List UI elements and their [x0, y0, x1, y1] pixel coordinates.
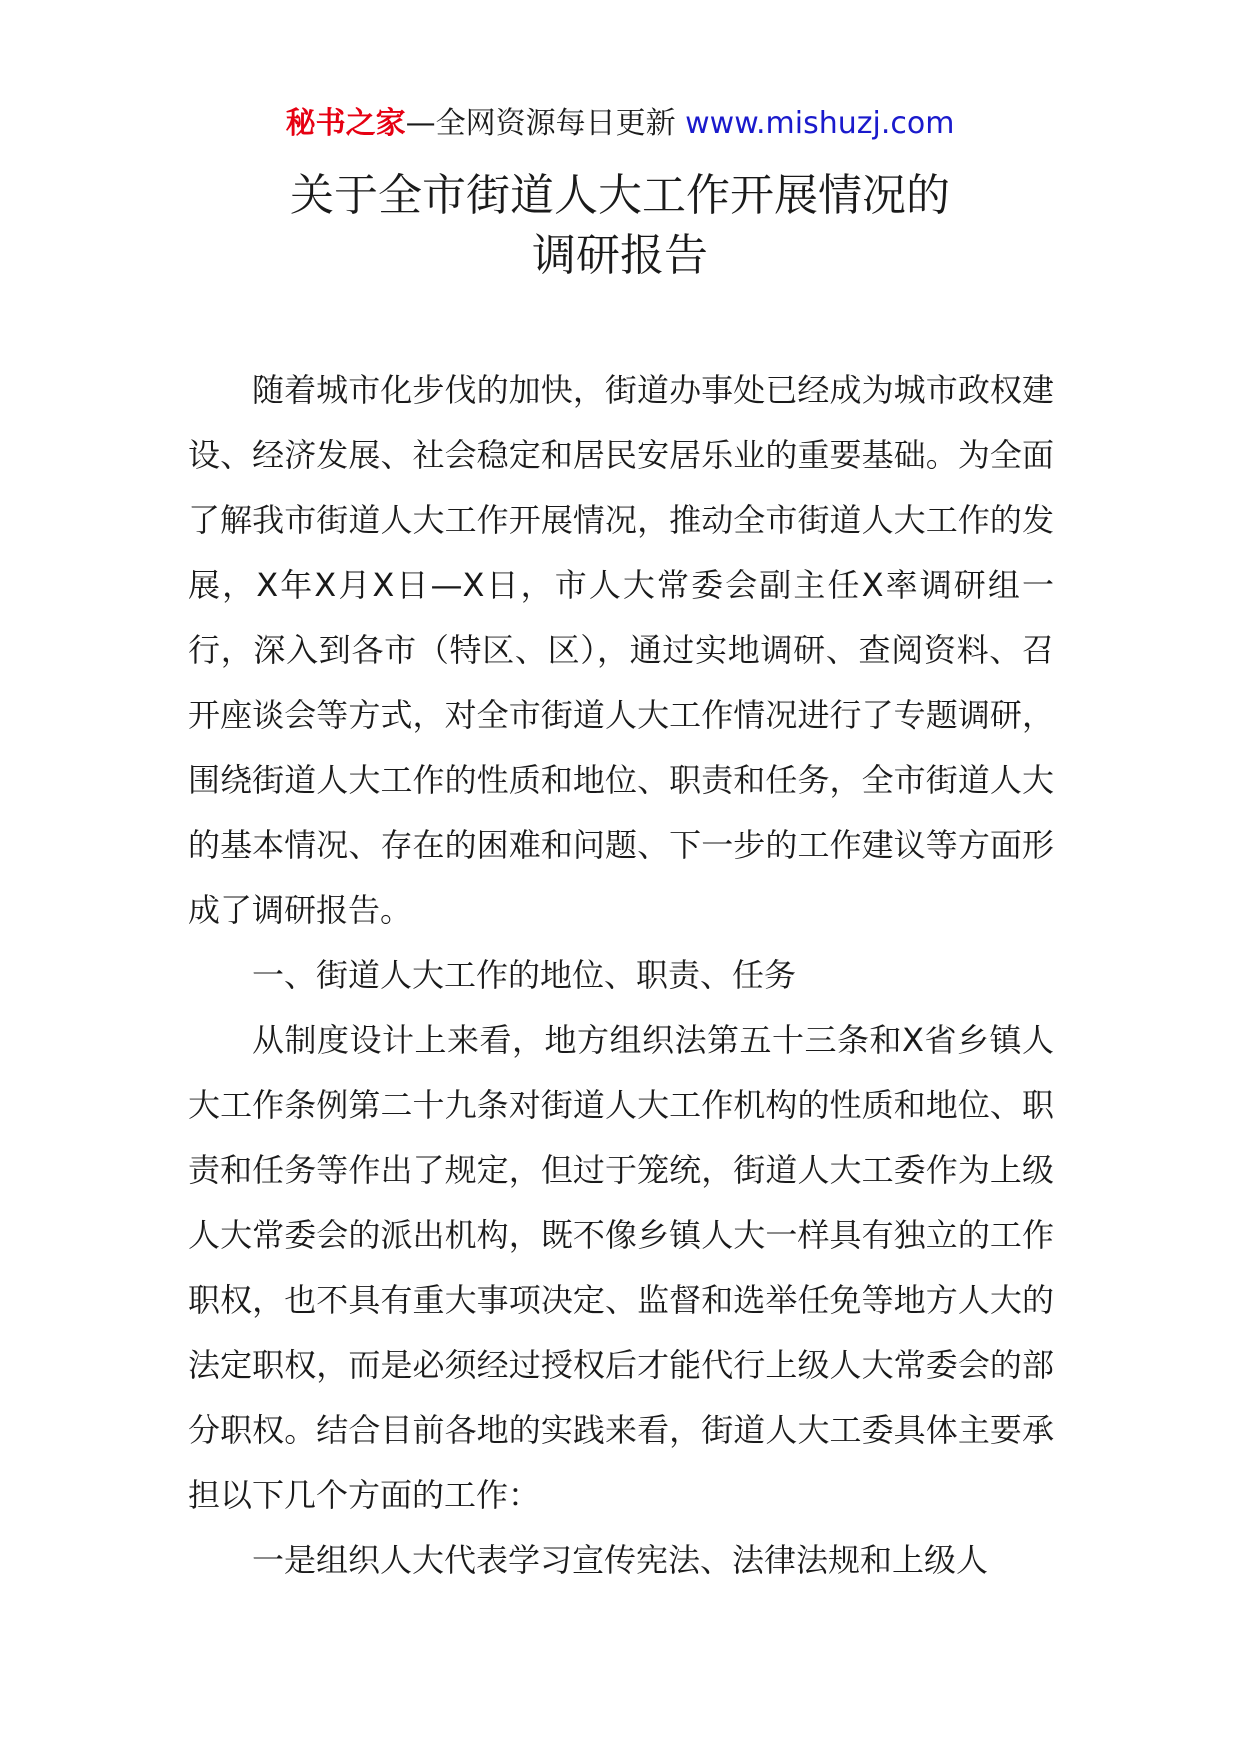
- document-body: [188, 358, 1054, 1593]
- site-header: [0, 104, 1240, 144]
- brand-name: 秘书之家: [285, 106, 406, 141]
- document-title: [0, 166, 1240, 286]
- title-line-2: 调研报告: [532, 230, 708, 281]
- site-url-link[interactable]: www.mishuzj.com: [685, 106, 955, 141]
- section-heading-1: 一、街道人大工作的地位、职责、任务: [252, 956, 797, 994]
- title-line-1: 关于全市街道人大工作开展情况的: [290, 170, 950, 221]
- intro-paragraph: 随着城市化步伐的加快，街道办事处已经成为城市政权建设、经济发展、社会稳定和居民安居乐业的重要基础。为全面了解我市街道人大工作开展情况，推动全市街道人大工作的发展，X年X月X日—X日，市人大常委会副主任X率调研组一行，深入到各市（特区、区），通过实地调研、查阅资料、召开座谈会等方式，对全市街道人大工作情况进行了专题调研，围绕街道人大工作的性质和地位、职责和任务，全市街道人大的基本情况、存在的困难和问题、下一步的工作建议等方面形成了调研报告。: [188, 371, 1054, 929]
- body-paragraph: 一是组织人大代表学习宣传宪法、法律法规和上级人: [252, 1541, 989, 1579]
- header-slogan: —全网资源每日更新: [405, 106, 676, 141]
- body-paragraph: 从制度设计上来看，地方组织法第五十三条和X省乡镇人大工作条例第二十九条对街道人大工作机构的性质和地位、职责和任务等作出了规定，但过于笼统，街道人大工委作为上级人大常委会的派出机构，既不像乡镇人大一样具有独立的工作职权，也不具有重大事项决定、监督和选举任免等地方人大的法定职权，而是必须经过授权后才能代行上级人大常委会的部分职权。结合目前各地的实践来看，街道人大工委具体主要承担以下几个方面的工作：: [188, 1021, 1054, 1514]
